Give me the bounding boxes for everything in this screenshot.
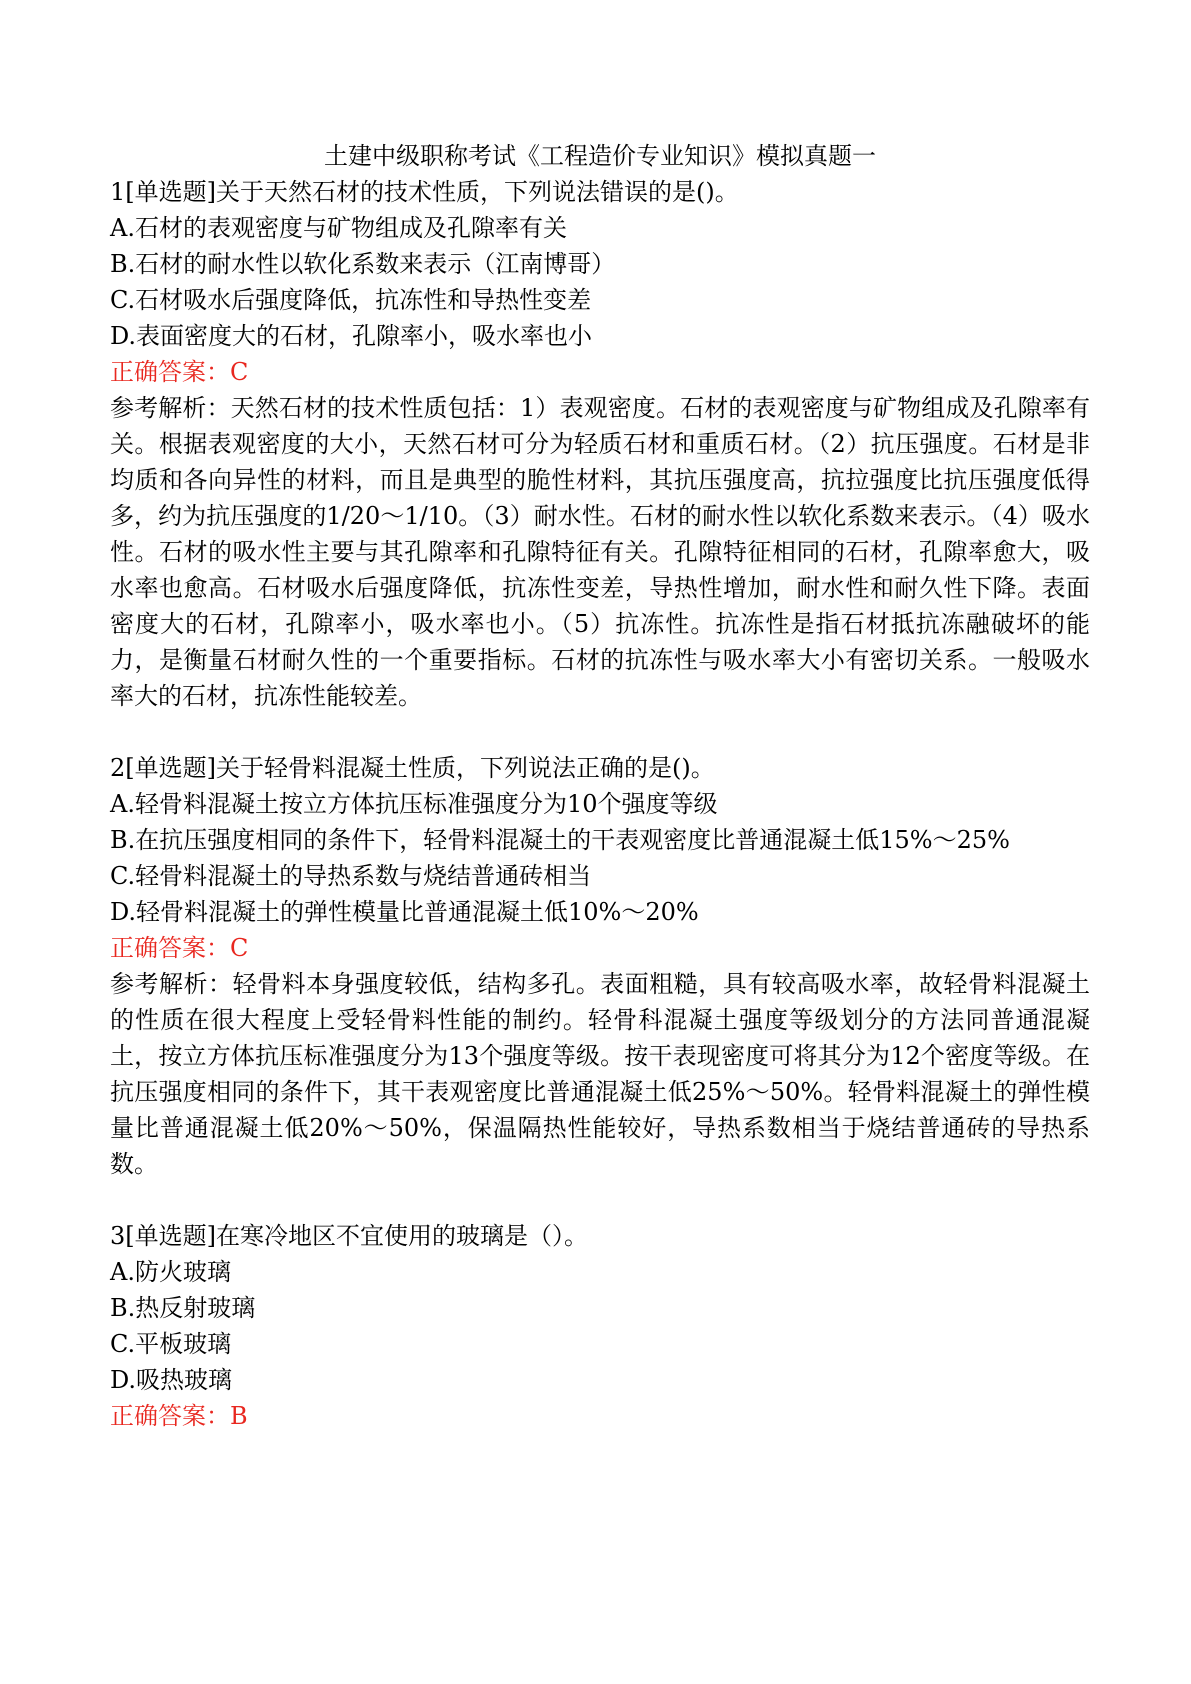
option-a: A.石材的表观密度与矿物组成及孔隙率有关 [110,214,567,242]
question-stem: 2[单选题]关于轻骨料混凝土性质，下列说法正确的是()。 [110,754,715,782]
option-c: C.石材吸水后强度降低，抗冻性和导热性变差 [110,286,592,314]
option-a: A.轻骨料混凝土按立方体抗压标准强度分为10个强度等级 [110,790,718,818]
option-d: D.表面密度大的石材，孔隙率小，吸水率也小 [110,322,593,350]
spacer [110,714,1090,750]
question-1 [110,174,1090,714]
document-title: 土建中级职称考试《工程造价专业知识》模拟真题一 [324,142,876,170]
option-a: A.防火玻璃 [110,1258,231,1286]
option-b: B.热反射玻璃 [110,1294,256,1322]
correct-answer: 正确答案：B [110,1402,248,1430]
correct-answer: 正确答案：C [110,934,249,962]
explanation: 参考解析：轻骨料本身强度较低，结构多孔。表面粗糙，具有较高吸水率，故轻骨料混凝土的性质在很大程度上受轻骨料性能的制约。轻骨科混凝土强度等级划分的方法同普通混凝土，按立方体抗压标准强度分为13个强度等级。按干表现密度可将其分为12个密度等级。在抗压强度相同的条件下，其干表观密度比普通混凝土低25%～50%。轻骨料混凝土的弹性模量比普通混凝土低20%～50%，保温隔热性能较好，导热系数相当于烧结普通砖的导热系数。 [110,970,1090,1178]
option-c: C.轻骨料混凝土的导热系数与烧结普通砖相当 [110,862,592,890]
option-c: C.平板玻璃 [110,1330,232,1358]
question-stem: 1[单选题]关于天然石材的技术性质，下列说法错误的是()。 [110,178,739,206]
option-d: D.吸热玻璃 [110,1366,233,1394]
question-3 [110,1218,1090,1434]
option-d: D.轻骨料混凝土的弹性模量比普通混凝土低10%～20% [110,898,699,926]
question-stem: 3[单选题]在寒冷地区不宜使用的玻璃是（）。 [110,1222,588,1250]
question-2 [110,750,1090,1182]
correct-answer: 正确答案：C [110,358,249,386]
option-b: B.在抗压强度相同的条件下，轻骨料混凝土的干表观密度比普通混凝土低15%～25% [110,826,1010,854]
spacer [110,1182,1090,1218]
document-page [110,138,1090,1434]
explanation: 参考解析：天然石材的技术性质包括：1）表观密度。石材的表观密度与矿物组成及孔隙率有关。根据表观密度的大小，天然石材可分为轻质石材和重质石材。（2）抗压强度。石材是非均质和各向异性的材料，而且是典型的脆性材料，其抗压强度高，抗拉强度比抗压强度低得多，约为抗压强度的1/20～1/10。（3）耐水性。石材的耐水性以软化系数来表示。（4）吸水性。石材的吸水性主要与其孔隙率和孔隙特征有关。孔隙特征相同的石材，孔隙率愈大，吸水率也愈高。石材吸水后强度降低，抗冻性变差，导热性增加，耐水性和耐久性下降。表面密度大的石材，孔隙率小，吸水率也小。（5）抗冻性。抗冻性是指石材抵抗冻融破坏的能力，是衡量石材耐久性的一个重要指标。石材的抗冻性与吸水率大小有密切关系。一般吸水率大的石材，抗冻性能较差。 [110,394,1090,710]
option-b: B.石材的耐水性以软化系数来表示（江南博哥） [110,250,616,278]
